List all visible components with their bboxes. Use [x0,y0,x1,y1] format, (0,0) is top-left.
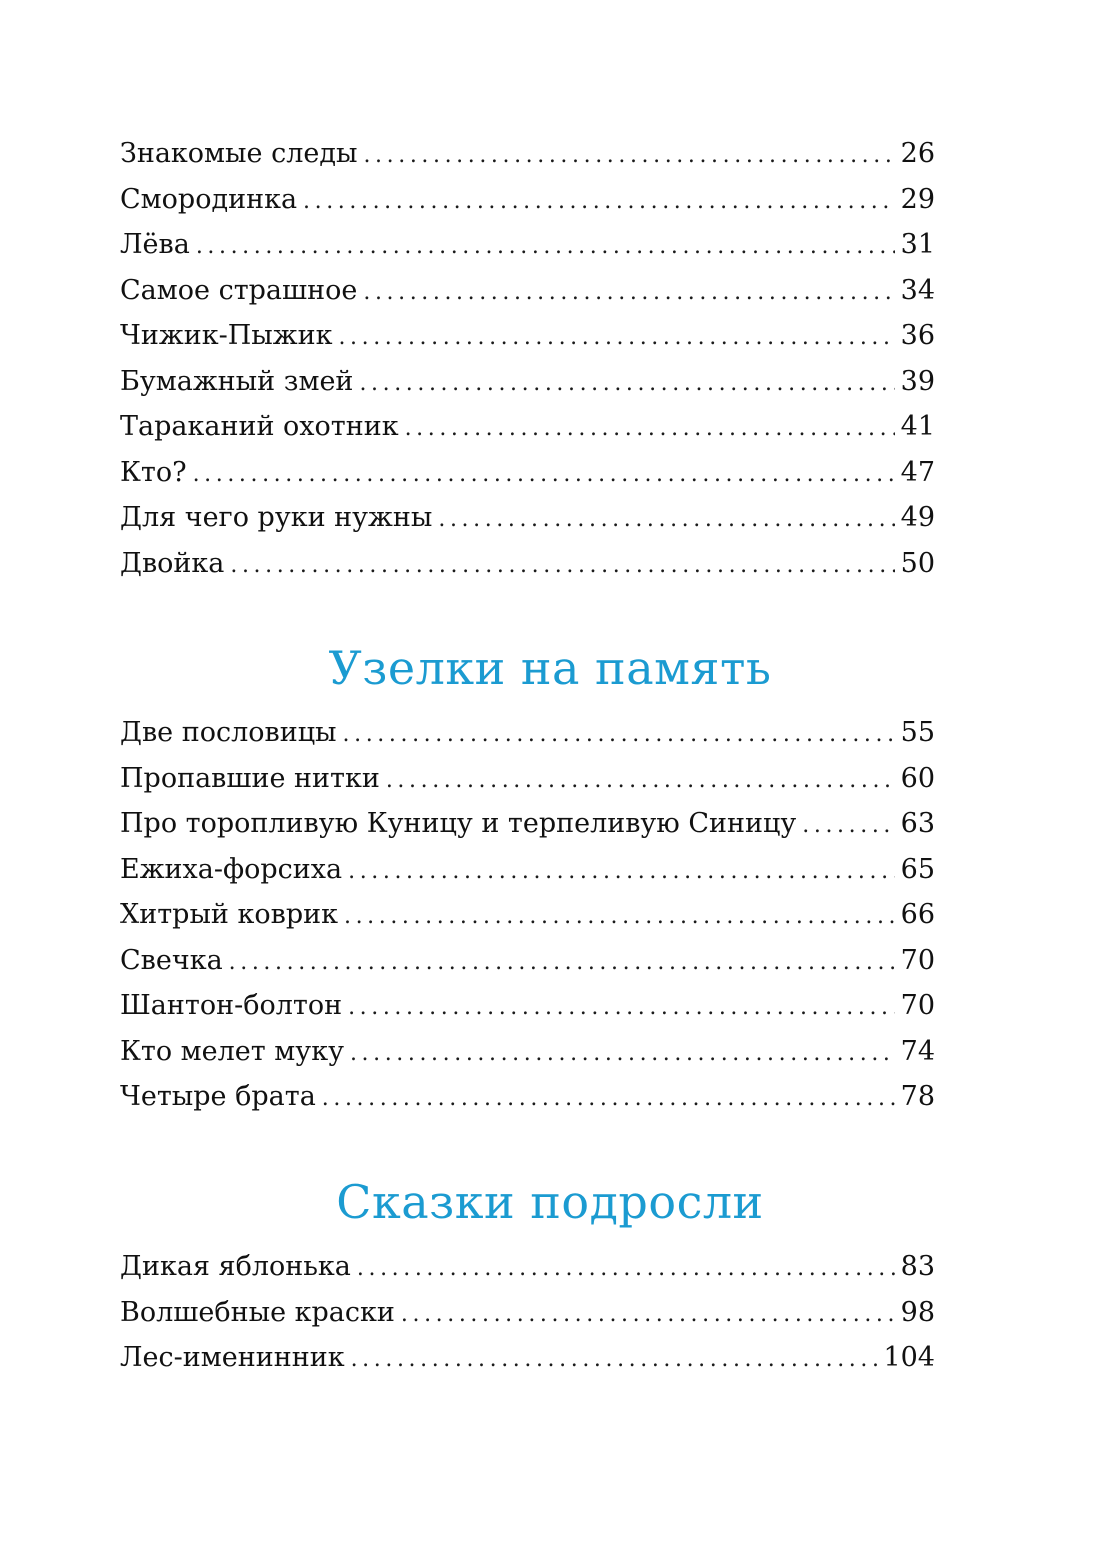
toc-entry-title: Свечка [120,944,223,976]
toc-dot-leader [351,1337,878,1381]
toc-entry[interactable] [120,1244,935,1290]
toc-entry-title: Двойка [120,547,225,579]
toc-entry-title: Волшебные краски [120,1296,395,1328]
toc-dot-leader [405,406,895,450]
toc-entry[interactable] [120,756,935,802]
toc-entry-title: Знакомые следы [120,138,358,169]
toc-dot-leader [322,1076,895,1120]
toc-entry-page-number: 31 [900,229,935,260]
toc-entry-title: Пропавшие нитки [120,762,380,794]
toc-entry[interactable] [120,450,935,496]
toc-entry-title: Шантон-болтон [120,990,343,1021]
toc-entry-page-number: 60 [900,762,935,794]
toc-entry-title: Чижик-Пыжик [120,320,333,351]
toc-entry-page-number: 26 [900,138,935,169]
toc-entry[interactable] [120,359,935,405]
toc-dot-leader [386,758,895,802]
toc-list-section-2 [120,710,935,1120]
toc-entry-title: Дикая яблонька [120,1251,351,1282]
toc-entry-page-number: 49 [900,502,935,533]
toc-dot-leader [348,985,895,1029]
toc-entry[interactable] [120,404,935,450]
toc-entry-page-number: 63 [900,808,935,839]
toc-entry-title: Лёва [120,229,190,260]
toc-dot-leader [343,712,895,756]
toc-entry-page-number: 83 [900,1251,935,1282]
toc-entry-title: Для чего руки нужны [120,502,433,533]
toc-entry-page-number: 55 [900,717,935,748]
toc-dot-leader [229,940,895,984]
toc-entry[interactable] [120,1029,935,1075]
toc-entry-title: Тараканий охотник [120,411,399,442]
toc-entry[interactable] [120,131,935,177]
toc-list-section-3 [120,1244,935,1381]
toc-entry-title: Смородинка [120,183,298,215]
toc-entry-page-number: 66 [900,899,935,930]
toc-entry[interactable] [120,938,935,984]
toc-entry-title: Четыре брата [120,1081,316,1112]
toc-entry-page-number: 47 [900,456,935,488]
toc-entry[interactable] [120,313,935,359]
toc-dot-leader [363,270,894,314]
toc-entry-page-number: 36 [900,320,935,351]
toc-dot-leader [359,361,894,405]
toc-entry-page-number: 70 [900,990,935,1021]
toc-entry[interactable] [120,177,935,223]
toc-entry-page-number: 78 [900,1081,935,1112]
toc-entry-title: Лес-именинник [120,1342,345,1373]
toc-entry-title: Кто? [120,456,187,488]
toc-entry-page-number: 98 [900,1296,935,1328]
toc-entry[interactable] [120,847,935,893]
toc-entry[interactable] [120,892,935,938]
toc-entry-title: Кто мелет муку [120,1035,344,1067]
toc-dot-leader [303,179,895,223]
toc-entry-title: Хитрый коврик [120,899,338,930]
toc-dot-leader [350,1031,895,1075]
toc-entry[interactable] [120,541,935,587]
toc-dot-leader [438,497,894,541]
toc-entry-page-number: 50 [900,547,935,579]
toc-entry[interactable] [120,710,935,756]
toc-entry-title: Самое страшное [120,274,358,306]
toc-dot-leader [802,803,894,847]
toc-dot-leader [344,894,895,938]
toc-entry-page-number: 74 [900,1035,935,1067]
section-heading-uzelki: Узелки на память [328,641,772,695]
toc-entry[interactable] [120,801,935,847]
toc-entry[interactable] [120,268,935,314]
toc-dot-leader [196,224,895,268]
toc-dot-leader [348,849,895,893]
toc-entry-title: Ежиха-форсиха [120,853,343,885]
toc-entry[interactable] [120,495,935,541]
toc-dot-leader [357,1246,895,1290]
toc-entry-page-number: 70 [900,944,935,976]
toc-dot-leader [363,133,894,177]
toc-list-section-1 [120,131,935,586]
toc-dot-leader [338,315,894,359]
toc-entry-page-number: 41 [900,411,935,442]
toc-entry[interactable] [120,1290,935,1336]
toc-entry-title: Бумажный змей [120,365,354,397]
toc-entry-page-number: 34 [900,274,935,306]
toc-entry-page-number: 65 [900,853,935,885]
toc-entry[interactable] [120,983,935,1029]
toc-entry-page-number: 29 [900,183,935,215]
toc-dot-leader [401,1292,895,1336]
toc-entry-page-number: 39 [900,365,935,397]
toc-dot-leader [230,543,894,587]
toc-entry-page-number: 104 [883,1342,935,1373]
toc-entry-title: Про торопливую Куницу и терпеливую Синицу [120,808,797,839]
toc-entry[interactable] [120,1074,935,1120]
toc-dot-leader [193,452,895,496]
toc-entry-title: Две пословицы [120,717,337,748]
section-heading-skazki: Сказки подросли [336,1175,764,1229]
toc-entry[interactable] [120,222,935,268]
toc-entry[interactable] [120,1335,935,1381]
